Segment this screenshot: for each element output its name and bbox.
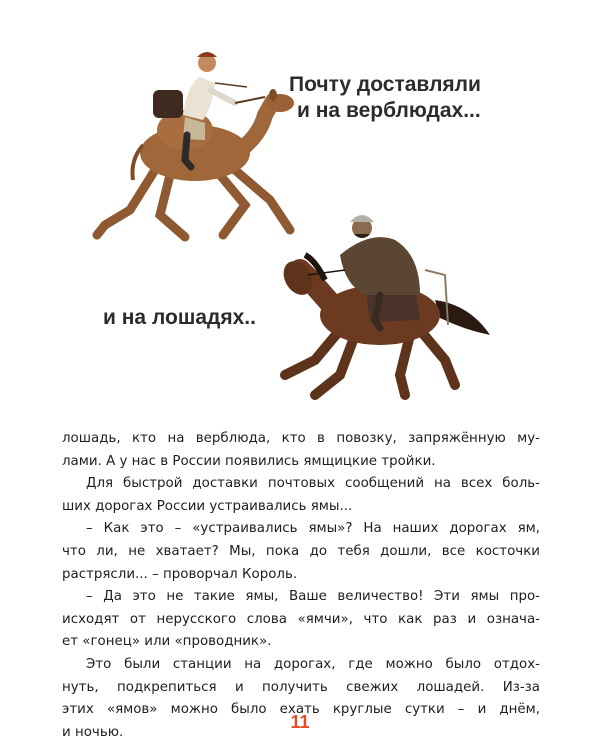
horse-rider-svg [270,200,495,410]
body-line: лами. А у нас в России появились ямщицкие тройки. [62,453,436,469]
camel-rider-illustration [75,35,300,250]
page-number: 11 [290,712,310,732]
body-text [62,428,540,744]
body-line: ет «гонец» или «проводник». [62,634,272,650]
body-line: – Да это не такие ямы, Ваше величество! Эти ямы про- [86,589,540,605]
horse-rider-illustration [270,200,495,410]
body-line: исходят от нерусского слова «ямчи», что как раз и означа- [62,611,540,627]
camel-rider-svg [75,35,300,250]
body-line: Это были станции на дорогах, где можно было отдох- [86,656,540,672]
body-line: ших дорогах России устраивались ямы... [62,498,353,514]
body-line: растрясли... – проворчал Король. [62,566,298,582]
caption-horses: и на лошадях.. [103,306,256,329]
body-line: что ли, не хватает? Мы, пока до тебя дошли, все косточки [62,543,540,559]
body-line: этих «ямов» можно было ехать круглые сутки – и днём, [62,702,540,718]
body-line: лошадь, кто на верблюда, кто в повозку, запряжённую му- [62,431,540,446]
caption-camels [289,72,489,124]
body-line: нуть, подкрепиться и получить свежих лошадей. Из-за [62,679,540,695]
caption-camels-line1: Почту доставляли [289,73,481,96]
body-line: – Как это – «устраивались ямы»? На наших дорогах ям, [86,521,540,537]
caption-camels-line2: и на верблюдах... [297,99,481,122]
body-line: и ночью. [62,724,124,740]
body-line: Для быстрой доставки почтовых сообщений на всех боль- [86,476,540,492]
